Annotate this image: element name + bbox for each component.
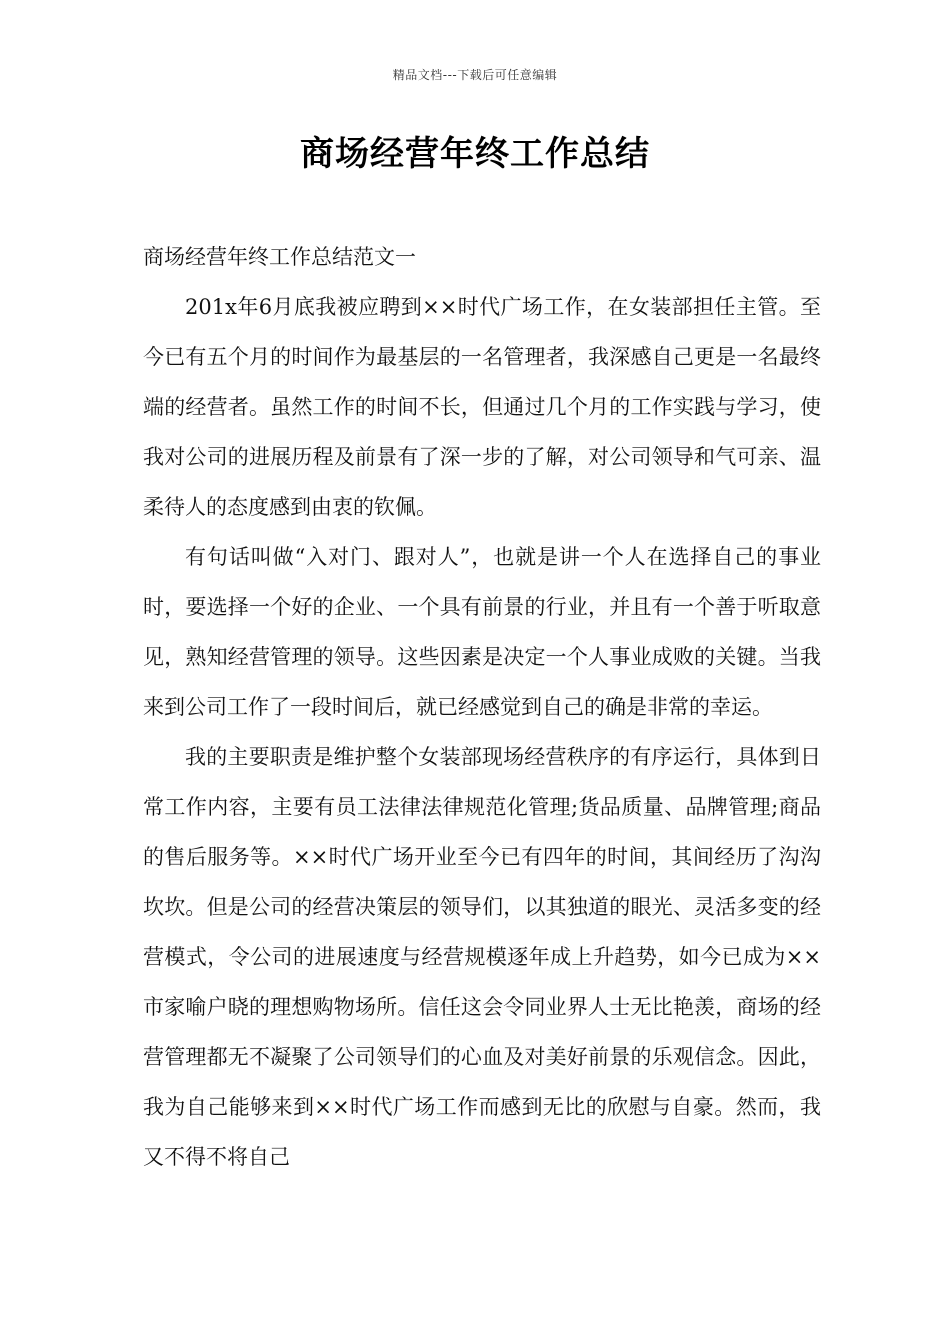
paragraph-1: 201x年6月底我被应聘到××时代广场工作，在女装部担任主管。至今已有五个月的时间作为最基层的一名管理者，我深感自己更是一名最终端的经营者。虽然工作的时间不长，但通过几个月的工作实践与学习，使我对公司的进展历程及前景有了深一步的了解，对公司领导和气可亲、温柔待人的态度感到由衷的钦佩。 [143,295,821,519]
document-body [143,232,821,1182]
document-title: 商场经营年终工作总结 [300,134,650,174]
paragraph-2: 有句话叫做“入对门、跟对人”，也就是讲一个人在选择自己的事业时，要选择一个好的企业、一个具有前景的行业，并且有一个善于听取意见，熟知经营管理的领导。这些因素是决定一个人事业成败的关键。当我来到公司工作了一段时间后，就已经感觉到自己的确是非常的幸运。 [143,545,821,719]
section-subtitle: 商场经营年终工作总结范文一 [143,245,416,269]
header-note: 精品文档---下载后可任意编辑 [392,68,558,82]
paragraph-3: 我的主要职责是维护整个女装部现场经营秩序的有序运行，具体到日常工作内容，主要有员工法律法律规范化管理;货品质量、品牌管理;商品的售后服务等。××时代广场开业至今已有四年的时间，其间经历了沟沟坎坎。但是公司的经营决策层的领导们，以其独道的眼光、灵活多变的经营模式，令公司的进展速度与经营规模逐年成上升趋势，如今已成为××市家喻户晓的理想购物场所。信任这会令同业界人士无比艳羡，商场的经营管理都无不凝聚了公司领导们的心血及对美好前景的乐观信念。因此，我为自己能够来到××时代广场工作而感到无比的欣慰与自豪。然而，我又不得不将自己 [143,745,821,1169]
